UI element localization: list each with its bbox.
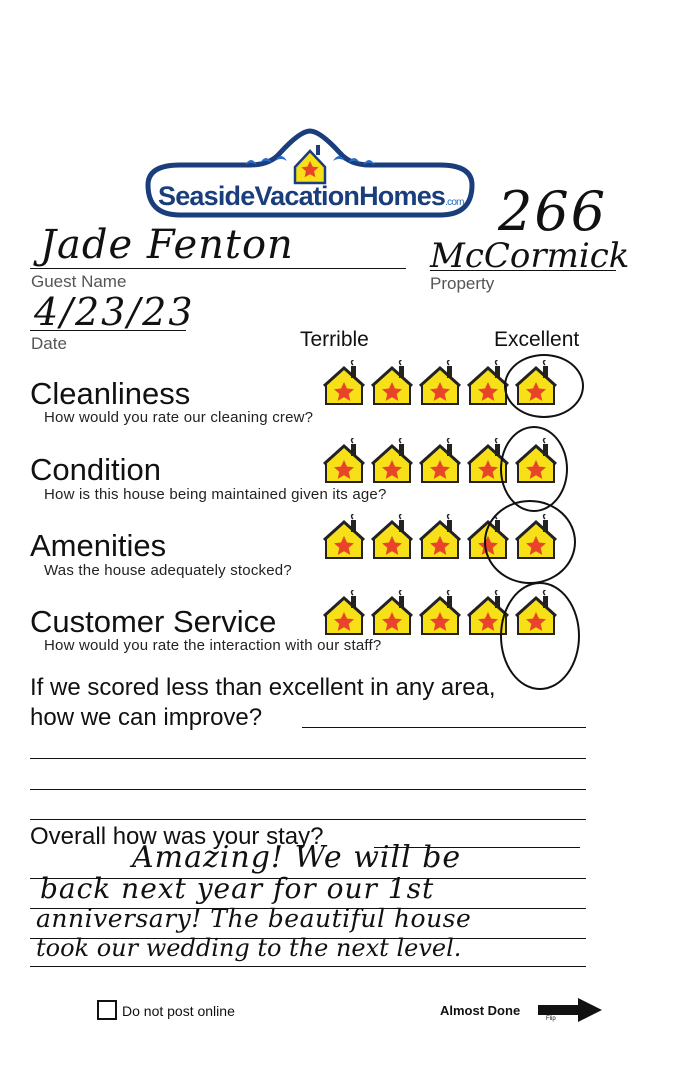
category-customer-service-question: How would you rate the interaction with our staff? — [44, 637, 382, 654]
date-rule — [30, 330, 186, 331]
improve-answer-line-2[interactable] — [30, 789, 586, 790]
house-star-icon[interactable] — [418, 590, 462, 636]
selected-circle-cleanliness — [504, 354, 584, 418]
do-not-post-checkbox[interactable] — [97, 1000, 117, 1020]
scale-excellent-label: Excellent — [494, 328, 580, 351]
house-star-icon[interactable] — [418, 360, 462, 406]
category-condition-name: Condition — [30, 452, 161, 487]
brand-logo — [140, 125, 480, 220]
category-customer-service-name: Customer Service — [30, 604, 277, 639]
guest-name-value: Jade Fenton — [40, 222, 294, 268]
house-star-icon[interactable] — [370, 360, 414, 406]
overall-question: Overall how was your stay? — [30, 823, 324, 850]
logo-brand-text: SeasideVacationHomes — [158, 181, 446, 211]
house-star-icon[interactable] — [370, 438, 414, 484]
flip-label: Flip — [546, 1016, 556, 1022]
house-star-icon[interactable] — [418, 514, 462, 560]
house-star-icon[interactable] — [322, 590, 366, 636]
category-amenities-question: Was the house adequately stocked? — [44, 562, 292, 579]
date-label: Date — [31, 334, 67, 353]
improve-question-line2: how we can improve? — [30, 704, 263, 731]
category-cleanliness-question: How would you rate our cleaning crew? — [44, 409, 314, 426]
improve-answer-line-1[interactable] — [30, 758, 586, 759]
selected-circle-condition — [500, 426, 568, 512]
improve-answer-line-0[interactable] — [302, 727, 586, 728]
date-value: 4/23/23 — [34, 290, 195, 334]
guest-name-label: Guest Name — [31, 272, 127, 291]
overall-answer-line-1: back next year for our 1st — [40, 872, 435, 905]
category-cleanliness-name: Cleanliness — [30, 376, 191, 411]
house-star-icon[interactable] — [322, 514, 366, 560]
house-star-icon[interactable] — [322, 360, 366, 406]
category-amenities-name: Amenities — [30, 528, 167, 563]
selected-circle-customer-service — [500, 582, 580, 690]
scale-terrible-label: Terrible — [300, 328, 369, 351]
property-value: McCormick — [430, 236, 630, 276]
guest-name-rule — [30, 268, 406, 269]
flip-arrow-icon[interactable] — [538, 998, 602, 1027]
overall-answer-line-0: Amazing! We will be — [132, 840, 462, 875]
property-rule — [430, 270, 616, 271]
do-not-post-label: Do not post online — [122, 1003, 235, 1019]
category-condition-question: How is this house being maintained given its age? — [44, 486, 387, 503]
almost-done-label: Almost Done — [440, 1003, 521, 1018]
improve-question-line1: If we scored less than excellent in any area, — [30, 674, 496, 701]
house-star-icon[interactable] — [370, 514, 414, 560]
property-number: 266 — [498, 180, 608, 243]
overall-answer-line-2: anniversary! The beautiful house — [36, 904, 472, 933]
improve-answer-line-3[interactable] — [30, 819, 586, 820]
house-star-icon[interactable] — [418, 438, 462, 484]
house-star-icon[interactable] — [370, 590, 414, 636]
selected-circle-amenities — [484, 500, 576, 584]
overall-answer-line-3: took our wedding to the next level. — [36, 934, 462, 962]
logo-tld-text: .com — [445, 197, 464, 208]
house-star-icon[interactable] — [322, 438, 366, 484]
overall-answer-rule-4[interactable] — [30, 966, 586, 967]
property-label: Property — [430, 274, 495, 293]
